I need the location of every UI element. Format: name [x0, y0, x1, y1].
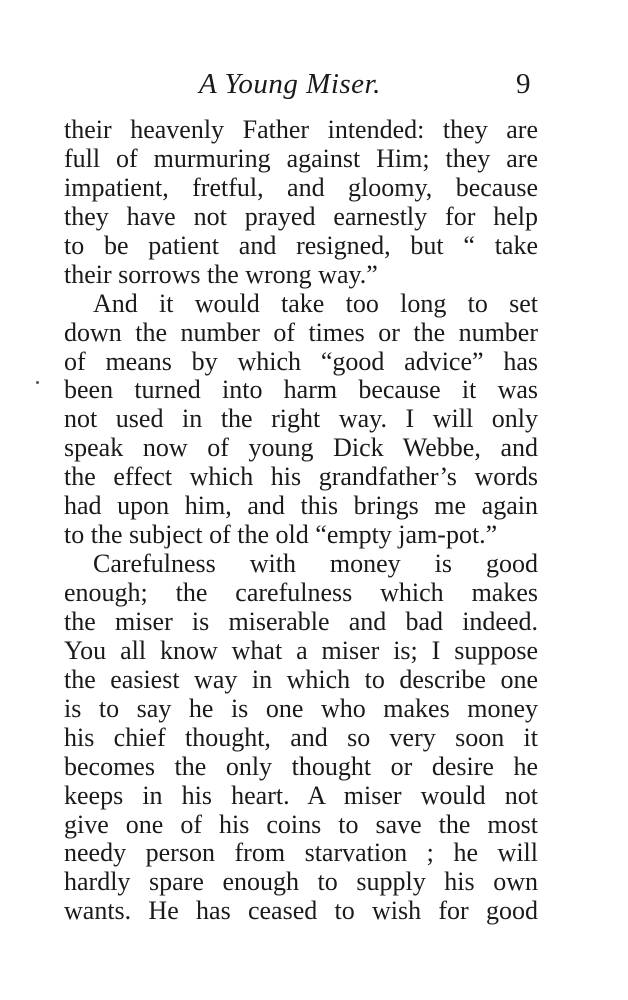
text-line: give one of his coins to save the most — [64, 809, 538, 839]
text-line: is to say he is one who makes money — [64, 693, 538, 723]
text-line: the easiest way in which to describe one — [64, 664, 538, 694]
text-line: needy person from starvation ; he will — [64, 838, 538, 868]
text-line: speak now of young Dick Webbe, and — [64, 433, 538, 463]
text-line: wants. He has ceased to wish for good — [64, 896, 538, 926]
text-line: they have not prayed earnestly for help — [64, 201, 538, 231]
text-line: You all know what a miser is; I suppose — [64, 635, 538, 665]
text-line: And it would take too long to set — [93, 288, 538, 318]
body-text — [64, 116, 538, 926]
text-line: their heavenly Father intended: they are — [64, 115, 538, 144]
running-title: A Young Miser. — [199, 68, 381, 100]
text-line: to the subject of the old “empty jam-pot.” — [64, 520, 498, 550]
text-line: impatient, fretful, and gloomy, because — [64, 172, 538, 202]
text-line: not used in the right way. I will only — [64, 404, 538, 434]
text-line: down the number of times or the number — [64, 317, 538, 347]
text-line: becomes the only thought or desire he — [64, 751, 538, 781]
text-line: their sorrows the wrong way.” — [64, 259, 378, 289]
text-line: keeps in his heart. A miser would not — [64, 780, 538, 810]
print-speck — [36, 381, 39, 384]
text-line: hardly spare enough to supply his own — [64, 867, 538, 897]
text-line: the miser is miserable and bad indeed. — [64, 606, 538, 636]
text-line: full of murmuring against Him; they are — [64, 143, 538, 173]
text-line: of means by which “good advice” has — [64, 346, 538, 376]
running-head — [0, 68, 628, 108]
text-line: had upon him, and this brings me again — [64, 491, 538, 521]
text-line: the effect which his grandfather’s words — [64, 462, 538, 492]
text-line: Carefulness with money is good — [93, 549, 538, 579]
text-line: been turned into harm because it was — [64, 375, 538, 405]
text-line: his chief thought, and so very soon it — [64, 722, 538, 752]
text-line: enough; the carefulness which makes — [64, 578, 538, 607]
text-line: to be patient and resigned, but “ take — [64, 230, 538, 260]
page-number: 9 — [516, 68, 531, 100]
